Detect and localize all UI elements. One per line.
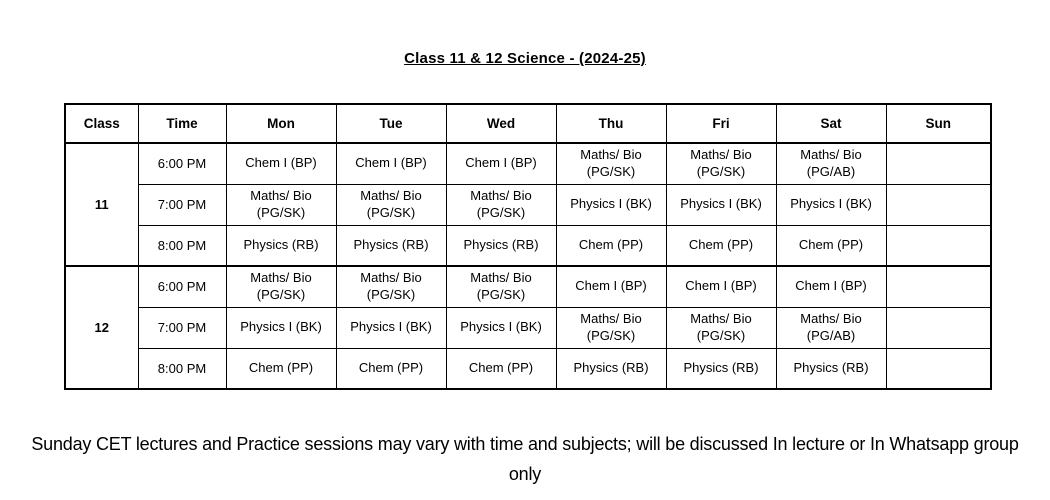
subject-cell: Maths/ Bio (PG/SK) xyxy=(336,184,446,225)
timetable xyxy=(64,103,992,390)
subject-cell-empty xyxy=(886,225,991,266)
table-row xyxy=(65,184,991,225)
subject-cell: Maths/ Bio (PG/AB) xyxy=(776,143,886,184)
col-header-tue: Tue xyxy=(336,104,446,143)
subject-cell: Chem I (BP) xyxy=(556,266,666,307)
subject-cell: Physics I (BK) xyxy=(446,307,556,348)
header-row xyxy=(65,104,991,143)
subject-cell: Physics I (BK) xyxy=(226,307,336,348)
subject-cell: Chem (PP) xyxy=(226,348,336,389)
subject-cell-empty xyxy=(886,266,991,307)
subject-cell: Chem (PP) xyxy=(666,225,776,266)
table-row xyxy=(65,307,991,348)
time-cell: 6:00 PM xyxy=(138,266,226,307)
subject-cell: Physics (RB) xyxy=(336,225,446,266)
subject-cell: Chem (PP) xyxy=(446,348,556,389)
subject-cell: Chem I (BP) xyxy=(226,143,336,184)
subject-cell: Chem (PP) xyxy=(776,225,886,266)
subject-cell: Maths/ Bio (PG/SK) xyxy=(666,307,776,348)
table-row xyxy=(65,225,991,266)
table-row xyxy=(65,266,991,307)
subject-cell: Physics (RB) xyxy=(446,225,556,266)
page-title: Class 11 & 12 Science - (2024-25) xyxy=(404,50,646,67)
subject-cell: Physics I (BK) xyxy=(666,184,776,225)
subject-cell: Maths/ Bio (PG/SK) xyxy=(666,143,776,184)
subject-cell-empty xyxy=(886,184,991,225)
subject-cell: Chem I (BP) xyxy=(666,266,776,307)
subject-cell: Chem I (BP) xyxy=(446,143,556,184)
subject-cell: Maths/ Bio (PG/SK) xyxy=(226,266,336,307)
col-header-sat: Sat xyxy=(776,104,886,143)
col-header-thu: Thu xyxy=(556,104,666,143)
time-cell: 8:00 PM xyxy=(138,225,226,266)
col-header-fri: Fri xyxy=(666,104,776,143)
subject-cell: Chem (PP) xyxy=(556,225,666,266)
class-label-11: 11 xyxy=(65,143,138,266)
subject-cell: Physics (RB) xyxy=(226,225,336,266)
subject-cell-empty xyxy=(886,348,991,389)
footer-note: Sunday CET lectures and Practice sessions may vary with time and subjects; will be discussed In lecture or In Whatsapp group only xyxy=(31,434,1019,484)
subject-cell: Maths/ Bio (PG/AB) xyxy=(776,307,886,348)
subject-cell: Physics I (BK) xyxy=(336,307,446,348)
col-header-class: Class xyxy=(65,104,138,143)
subject-cell: Maths/ Bio (PG/SK) xyxy=(446,184,556,225)
subject-cell: Physics I (BK) xyxy=(556,184,666,225)
subject-cell: Physics (RB) xyxy=(666,348,776,389)
class-label-12: 12 xyxy=(65,266,138,389)
subject-cell: Chem (PP) xyxy=(336,348,446,389)
time-cell: 6:00 PM xyxy=(138,143,226,184)
subject-cell-empty xyxy=(886,307,991,348)
subject-cell: Maths/ Bio (PG/SK) xyxy=(226,184,336,225)
col-header-mon: Mon xyxy=(226,104,336,143)
subject-cell: Chem I (BP) xyxy=(776,266,886,307)
subject-cell: Maths/ Bio (PG/SK) xyxy=(336,266,446,307)
subject-cell: Chem I (BP) xyxy=(336,143,446,184)
col-header-time: Time xyxy=(138,104,226,143)
subject-cell: Physics (RB) xyxy=(776,348,886,389)
col-header-sun: Sun xyxy=(886,104,991,143)
subject-cell: Physics (RB) xyxy=(556,348,666,389)
table-row xyxy=(65,143,991,184)
col-header-wed: Wed xyxy=(446,104,556,143)
subject-cell: Maths/ Bio (PG/SK) xyxy=(446,266,556,307)
time-cell: 7:00 PM xyxy=(138,184,226,225)
subject-cell-empty xyxy=(886,143,991,184)
time-cell: 8:00 PM xyxy=(138,348,226,389)
time-cell: 7:00 PM xyxy=(138,307,226,348)
subject-cell: Maths/ Bio (PG/SK) xyxy=(556,143,666,184)
subject-cell: Maths/ Bio (PG/SK) xyxy=(556,307,666,348)
subject-cell: Physics I (BK) xyxy=(776,184,886,225)
table-row xyxy=(65,348,991,389)
